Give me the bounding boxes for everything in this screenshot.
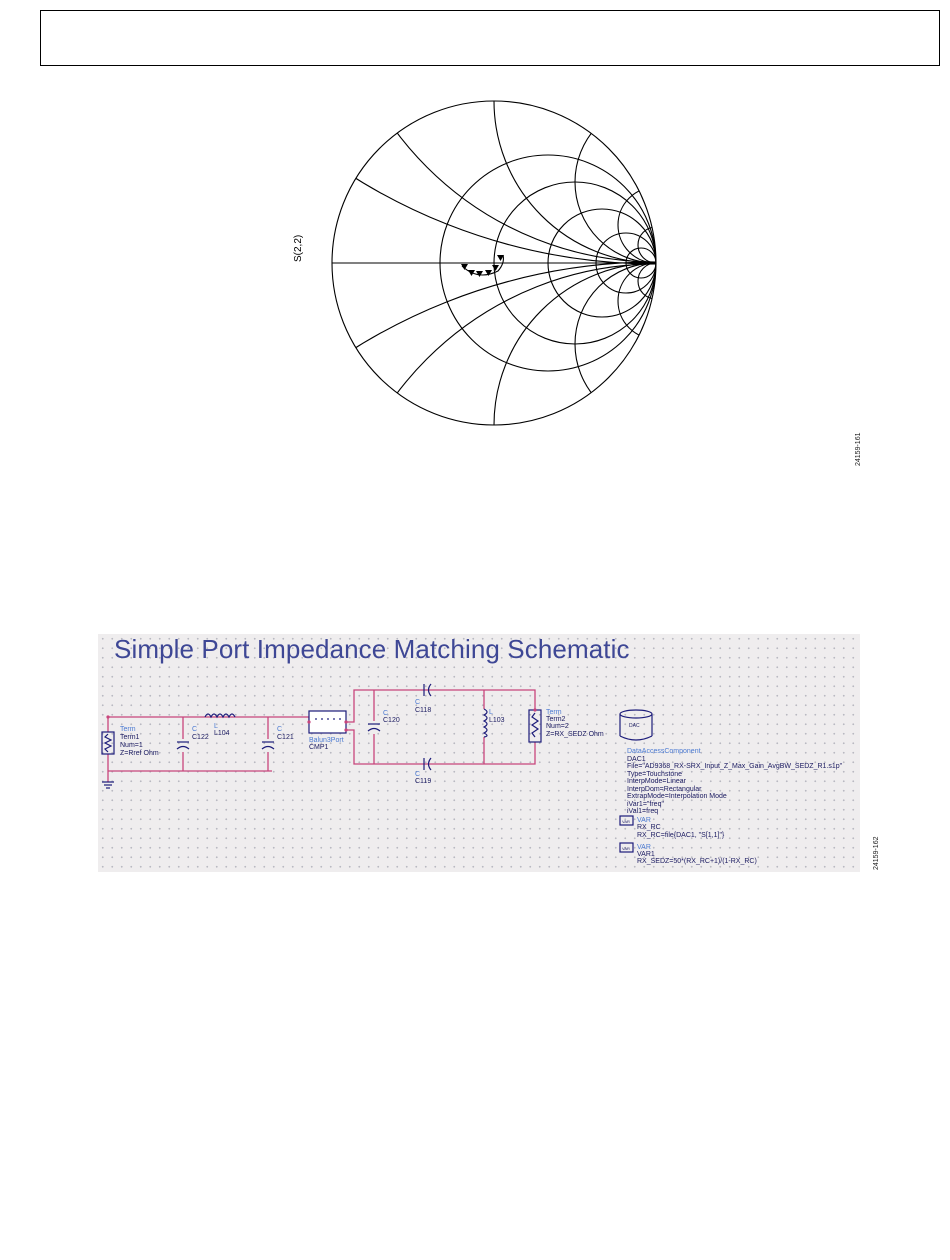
dac-ivar1: iVar1="freq" [627, 801, 664, 808]
c122-type: C [192, 726, 198, 733]
ground-icon [102, 782, 114, 788]
term1-num: Num=1 [120, 742, 143, 749]
c121-name: C121 [277, 734, 294, 741]
var1-type: VAR [637, 844, 651, 851]
dac-name: DAC1 [627, 756, 646, 763]
l104-type: L [214, 723, 218, 730]
c118-type: C [415, 699, 421, 706]
l103-type: L [489, 709, 493, 716]
var1-name: VAR1 [637, 851, 655, 858]
var1-icon-label: VAR [622, 846, 630, 851]
term2-name: Term2 [546, 716, 566, 723]
var-rc-name: RX_RC [637, 824, 661, 831]
schematic-title: Simple Port Impedance Matching Schematic [114, 634, 630, 664]
term1-name: Term1 [120, 734, 140, 741]
wires [108, 690, 535, 782]
c122-symbol [177, 742, 189, 749]
balun-type: Balun3Port [309, 737, 344, 744]
header-box [40, 10, 940, 66]
smith-chart [300, 95, 680, 435]
balun-symbol [309, 711, 346, 733]
c119-type: C [415, 771, 421, 778]
balun-name: CMP1 [309, 744, 329, 751]
var-rc-icon-label: VAR [622, 819, 630, 824]
c121-type: C [277, 726, 283, 733]
var1-expr: RX_SEDZ=50*(RX_RC+1)/(1-RX_RC) [637, 858, 757, 865]
figure-id-161: 24159-161 [855, 432, 862, 466]
term1-z: Z=Rref Ohm [120, 750, 159, 757]
c120-symbol [368, 724, 380, 731]
term2-type: Term [546, 709, 562, 716]
var-rc-expr: RX_RC=file{DAC1, "S[1,1]"} [637, 832, 725, 839]
components [102, 684, 652, 852]
reactance-arc [332, 264, 680, 435]
dac-interp-dom: InterpDom=Rectangular [627, 786, 702, 793]
schematic-panel [98, 634, 860, 872]
dac-icon-label: DAC [629, 723, 640, 729]
reactance-arc [332, 95, 680, 262]
figure-id-162: 24159-162 [873, 836, 880, 870]
dac-interp-mode: InterpMode=Linear [627, 778, 686, 785]
c119-name: C119 [415, 778, 432, 785]
reactance-arc [300, 95, 680, 264]
reactance-arc [575, 101, 680, 263]
dac-file: File="AD9368_RX-SRX_Input_Z_Max_Gain_AvgBW_SEDZ_R1.s1p" [627, 763, 843, 770]
c120-name: C120 [383, 717, 400, 724]
term2-z: Z=RX_SEDZ Ohm [546, 731, 604, 738]
l104-name: L104 [214, 730, 230, 737]
l103-name: L103 [489, 717, 505, 724]
trace-markers [461, 255, 504, 277]
c121-symbol [262, 742, 274, 749]
c122-name: C122 [192, 734, 209, 741]
smith-y-axis-label: S(2,2) [293, 234, 304, 262]
var-rc-type: VAR [637, 817, 651, 824]
l103-symbol [484, 709, 487, 737]
dac-ival1: iVal1=freq [627, 808, 659, 815]
trace-marker [461, 264, 468, 270]
trace-marker [492, 265, 499, 271]
dac-type: DataAccessComponent [627, 748, 701, 755]
term2-num: Num=2 [546, 723, 569, 730]
term2-symbol [529, 710, 541, 742]
dac-extrap-mode: ExtrapMode=Interpolation Mode [627, 793, 727, 800]
term1-type: Term [120, 726, 136, 733]
dac-filetype: Type=Touchstone [627, 771, 683, 778]
reactance-arc [575, 263, 680, 425]
c118-name: C118 [415, 707, 432, 714]
c120-type: C [383, 710, 389, 717]
